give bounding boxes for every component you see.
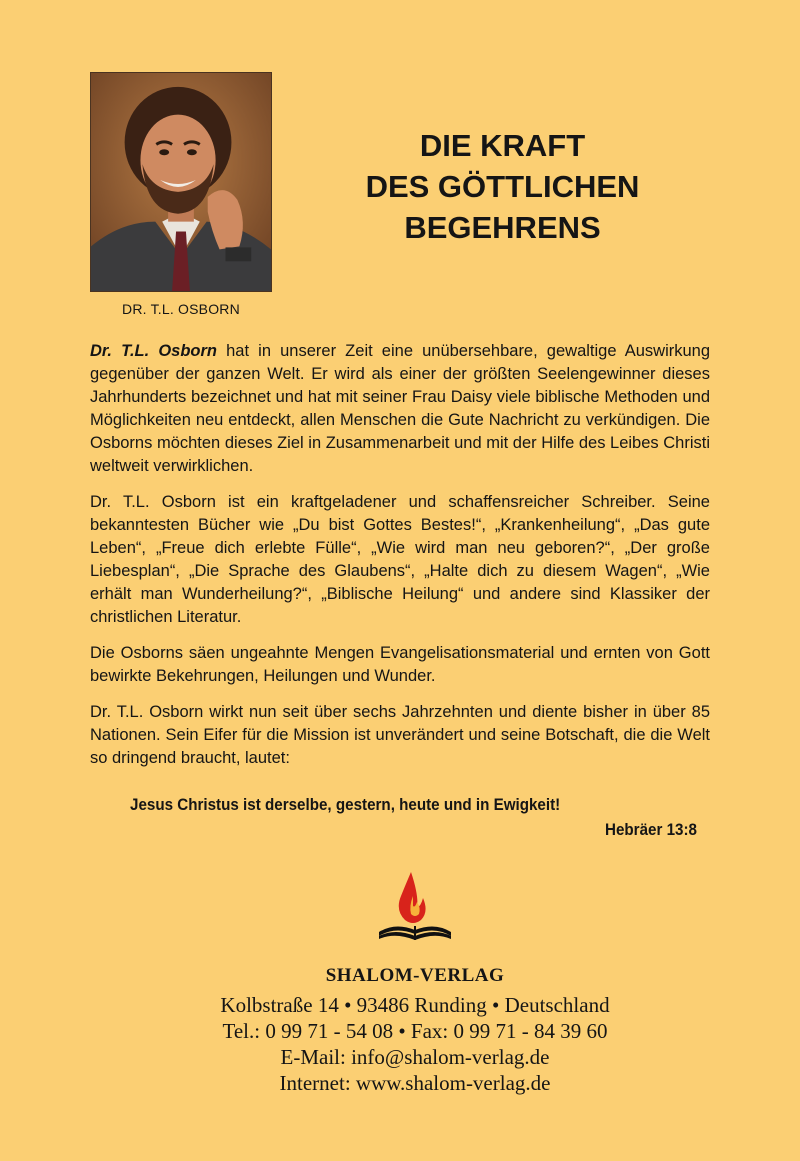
publisher-name: SHALOM-VERLAG bbox=[325, 965, 505, 986]
publisher-phone-fax: Tel.: 0 99 71 - 54 08 • Fax: 0 99 71 - 84 39 60 bbox=[222, 1019, 608, 1043]
book-title bbox=[330, 125, 675, 248]
publisher-info bbox=[100, 963, 730, 1096]
bible-verse: Jesus Christus ist derselbe, gestern, heute und in Ewigkeit! bbox=[130, 796, 561, 814]
paragraph-4: Dr. T.L. Osborn wirkt nun seit über sechs Jahrzehnten und diente bisher in über 85 Nationen. Sein Eifer für die Mission ist unverändert und seine Botschaft, die die Welt so dringend braucht, lautet: bbox=[90, 703, 710, 767]
author-photo-caption: DR. T.L. OSBORN bbox=[122, 301, 240, 317]
publisher-website: Internet: www.shalom-verlag.de bbox=[279, 1071, 551, 1095]
paragraph-2: Dr. T.L. Osborn ist ein kraftgeladener und schaffensreicher Schreiber. Seine bekanntesten Bücher wie „Du bist Gottes Bestes!“, „Krankenheilung“, „Das gute Leben“, „Freue dich erlebte Fülle“, „Wie wird man neu geboren?“, „Der große Liebesplan“, „Die Sprache des Glaubens“, „Halte dich zu diesem Wagen“, „Wie erhält man Wunderheilung?“, „Biblische Heilung“ und andere sind Klassiker der christlichen Literatur. bbox=[90, 493, 710, 626]
publisher-address: Kolbstraße 14 • 93486 Runding • Deutschland bbox=[220, 993, 610, 1017]
publisher-email: E-Mail: info@shalom-verlag.de bbox=[280, 1045, 550, 1069]
paragraph-3: Die Osborns säen ungeahnte Mengen Evangelisationsmaterial und ernten von Gott bewirkte Bekehrungen, Heilungen und Wunder. bbox=[90, 644, 710, 685]
paragraph-1-text: hat in unserer Zeit eine unübersehbare, gewaltige Auswirkung gegenüber der ganzen Welt. Er wird als einer der größten Seelengewinner dieses Jahrhunderts bezeichnet und hat mit seiner Frau Daisy viele biblische Methoden und Möglichkeiten neu entdeckt, allen Menschen die Gute Nachricht zu verkündigen. Die Osborns möchten dieses Ziel in Zusammenarbeit und mit der Hilfe des Leibes Christi weltweit verwirklichen. bbox=[90, 342, 711, 475]
title-line-1: DIE KRAFT bbox=[419, 128, 586, 163]
author-name: Dr. T.L. Osborn bbox=[90, 342, 218, 360]
title-line-3: BEGEHRENS bbox=[404, 210, 601, 245]
title-line-2: DES GÖTTLICHEN bbox=[365, 169, 640, 204]
bible-verse-reference: Hebräer 13:8 bbox=[605, 821, 697, 839]
flame-over-open-book-icon bbox=[375, 866, 455, 946]
description-text bbox=[90, 340, 710, 783]
paragraph-1 bbox=[90, 340, 710, 478]
author-portrait-image bbox=[91, 73, 271, 291]
author-portrait-photo bbox=[90, 72, 272, 292]
